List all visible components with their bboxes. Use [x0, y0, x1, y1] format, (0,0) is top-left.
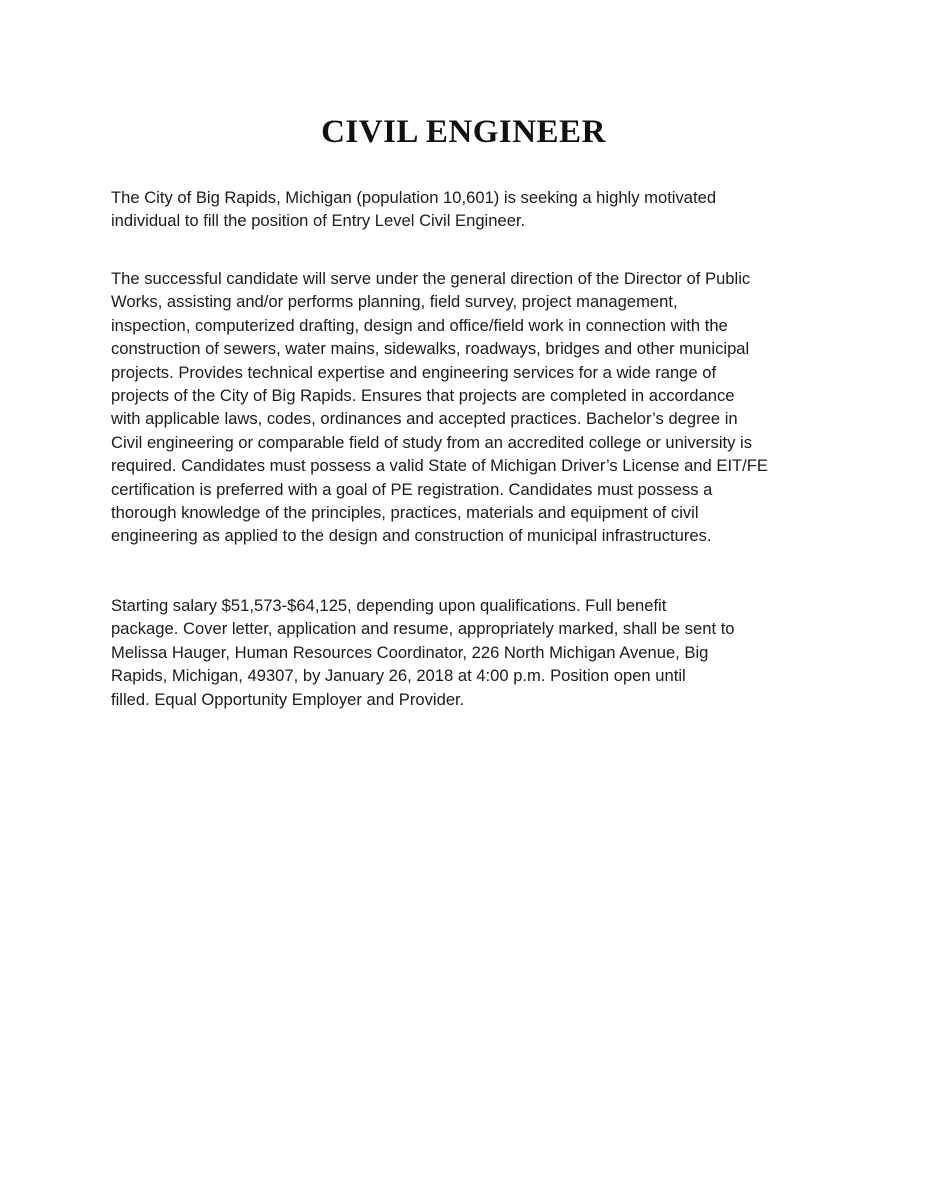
application-details-paragraph: Starting salary $51,573-$64,125, depending upon qualifications. Full benefit package. Cover letter, application and resume, appropriately marked, shall be sent to Melissa Hauger, Human Resources Coordinator, 226 North Michigan Avenue, Big Rapids, Michigan, 49307, by January 26, 2018 at 4:00 p.m. Position open until filled. Equal Opportunity Employer and Provider.	[111, 596, 735, 709]
page-title: CIVIL ENGINEER	[321, 114, 606, 150]
intro-paragraph: The City of Big Rapids, Michigan (population 10,601) is seeking a highly motivated individual to fill the position of Entry Level Civil Engineer.	[111, 188, 717, 231]
job-description-paragraph: The successful candidate will serve under the general direction of the Director of Public Works, assisting and/or performs planning, field survey, project management, inspection, computerized drafting, design and office/field work in connection with the construction of sewers, water mains, sidewalks, roadways, bridges and other municipal projects. Provides technical expertise and engineering services for a wide range of projects of the City of Big Rapids. Ensures that projects are completed in accordance with applicable laws, codes, ordinances and accepted practices. Bachelor’s degree in Civil engineering or comparable field of study from an accredited college or university is required. Candidates must possess a valid State of Michigan Driver’s License and EIT/FE certification is preferred with a goal of PE registration. Candidates must possess a thorough knowledge of the principles, practices, materials and equipment of civil engineering as applied to the design and construction of municipal infrastructures.	[111, 269, 769, 546]
